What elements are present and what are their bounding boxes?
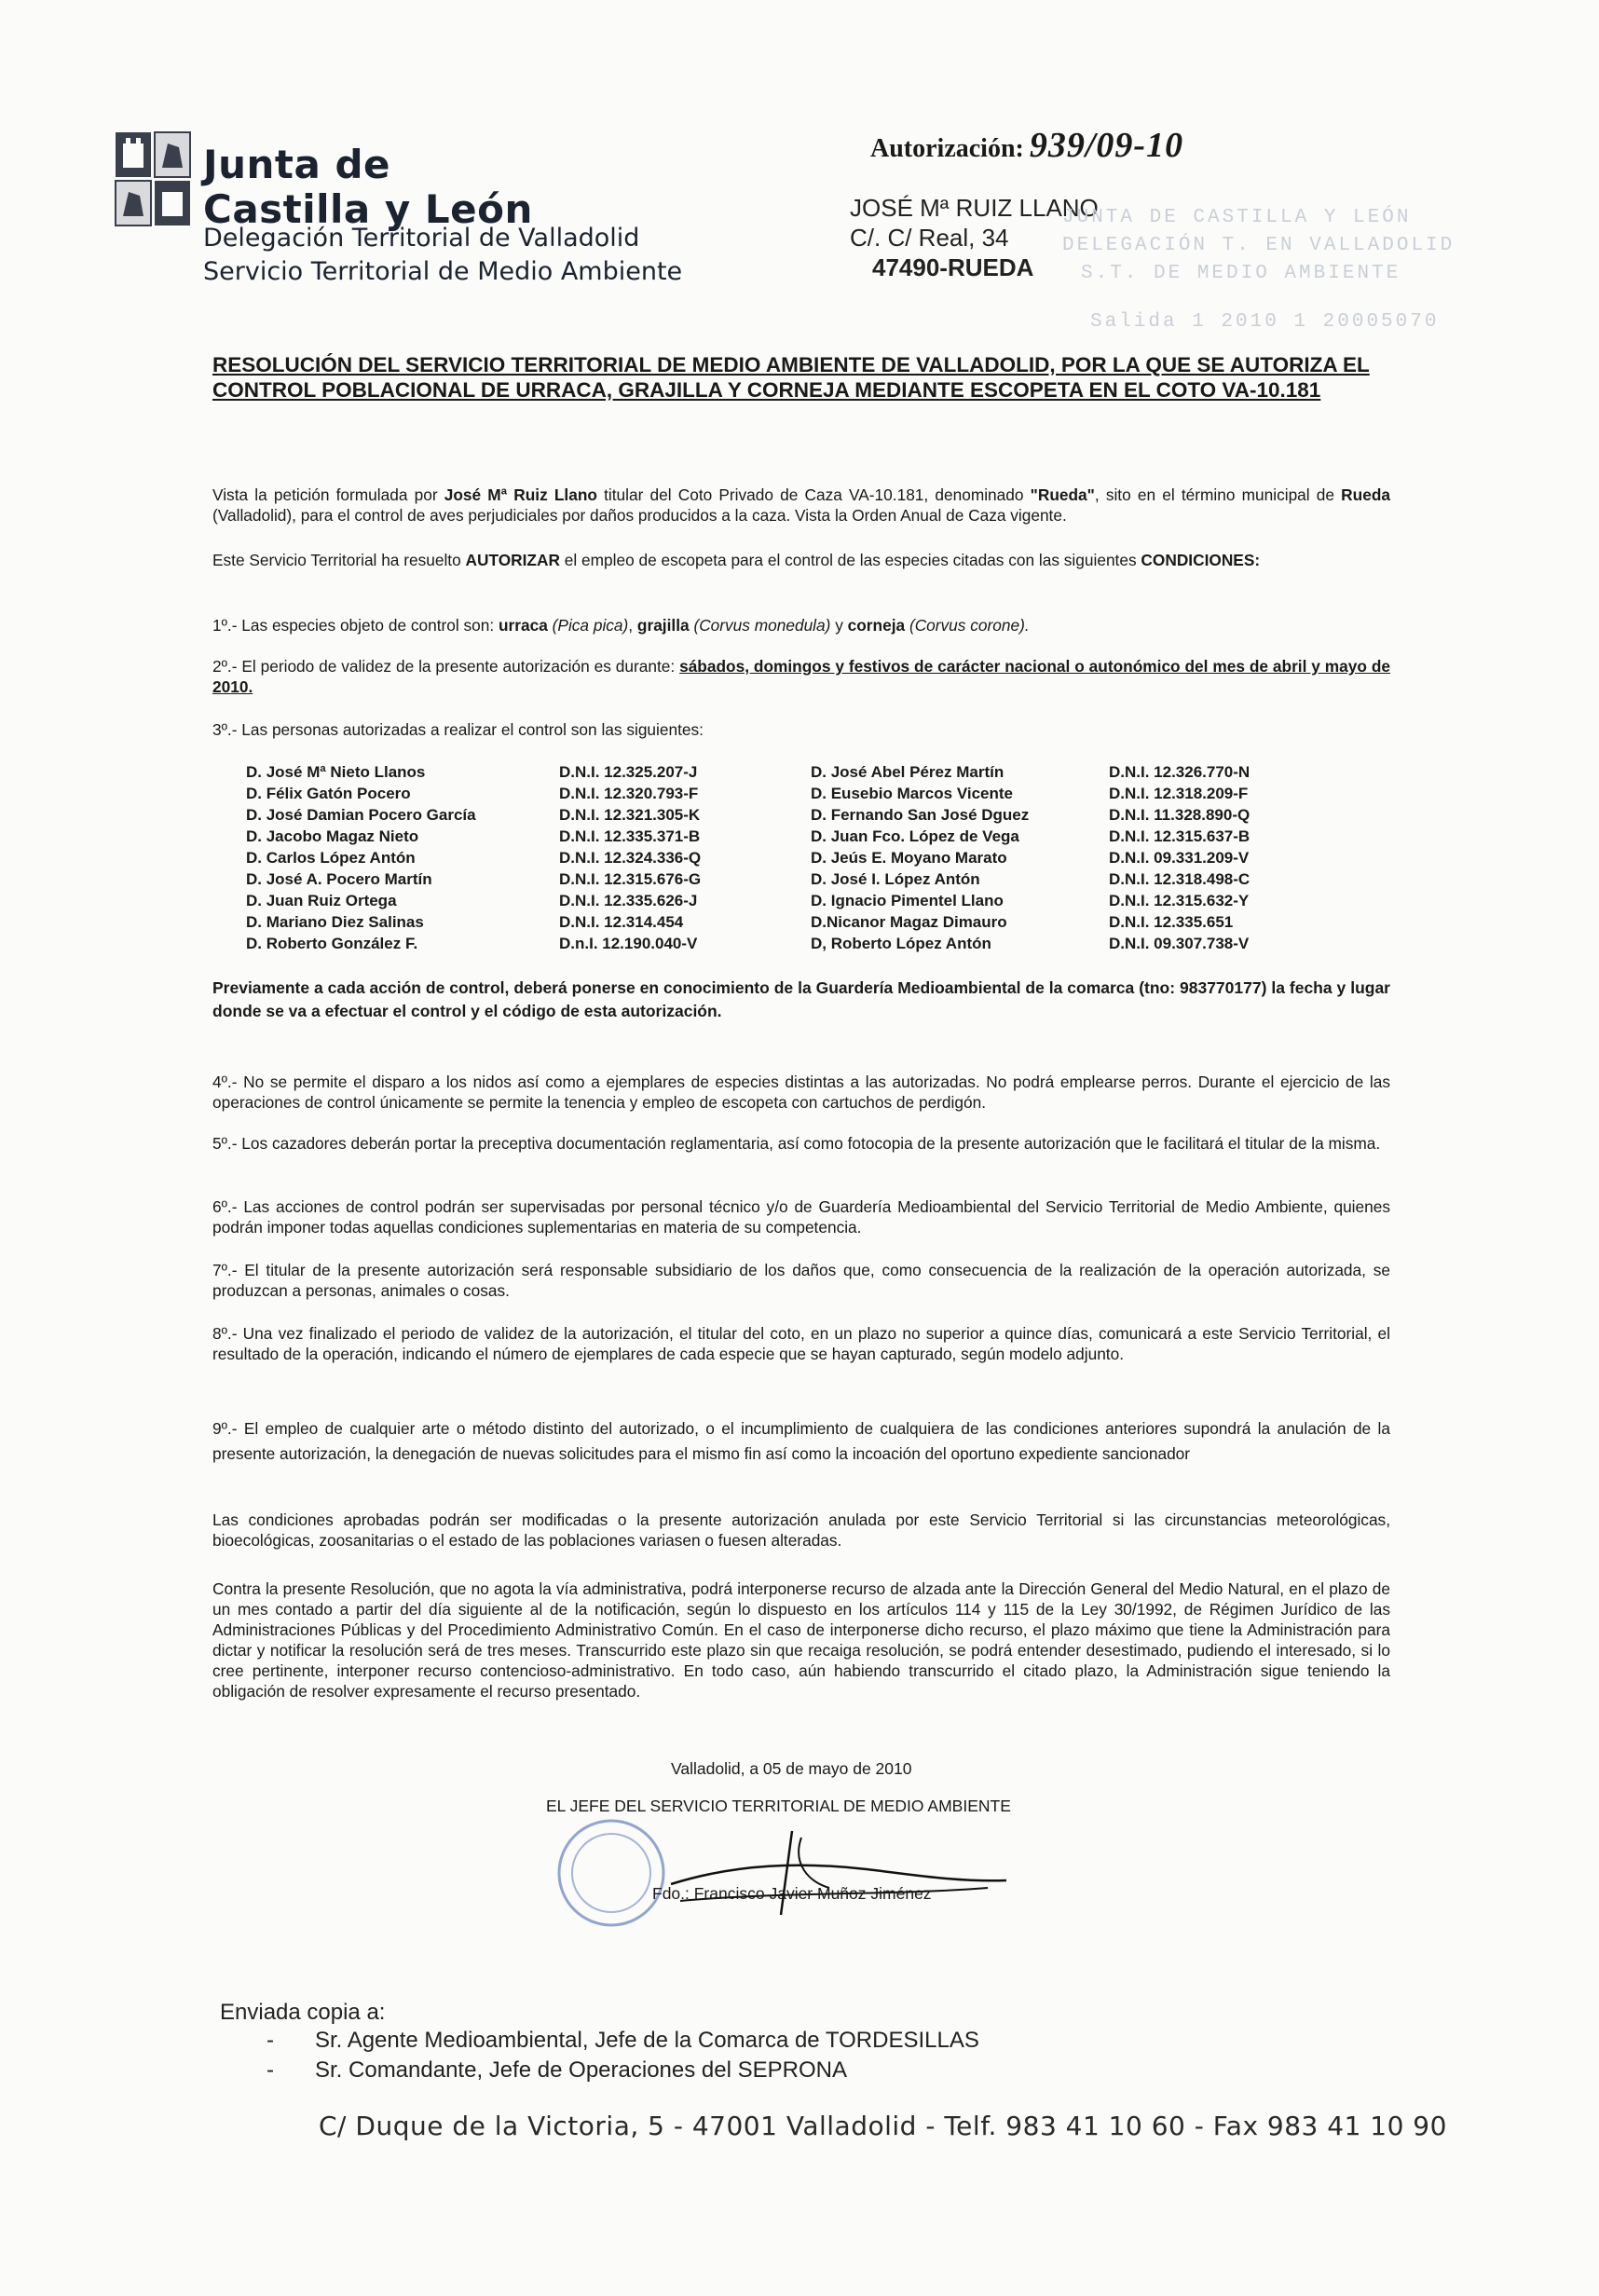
persons-right-dni (1109, 761, 1250, 954)
signature-date: Valladolid, a 05 de mayo de 2010 (671, 1759, 912, 1778)
persons_right-dni: D.N.I. 12.326.770-N (1109, 763, 1250, 781)
modification-clause: Las condiciones aprobadas podrán ser modificadas o la presente autorización anulada por este Servicio Territorial si las circunstancias meteorológicas, bioecológicas, zoosanitarias o el estado de las poblaciones variasen o fuesen alteradas. (212, 1510, 1390, 1550)
persons_left-name: D. Juan Ruiz Ortega (246, 892, 397, 909)
footer-address: C/ Duque de la Victoria, 5 - 47001 Valladolid - Telf. 983 41 10 60 - Fax 983 41 10 90 (319, 2111, 1447, 2141)
persons_right-dni: D.N.I. 12.315.637-B (1109, 827, 1250, 845)
registry-stamp-line4: Salida 1 2010 1 20005070 (1090, 311, 1440, 333)
condition-6: 6º.- Las acciones de control podrán ser supervisadas por personal técnico y/o de Guardería Medioambiental del Servicio Territorial de Medio Ambiente, quienes podrán imponer todas aquellas condiciones suplementarias en materia de su competencia. (212, 1197, 1390, 1237)
persons_left-name: D. Félix Gatón Pocero (246, 785, 411, 802)
persons_right-dni: D.N.I. 09.307.738-V (1109, 935, 1250, 952)
persons_right-dni: D.N.I. 12.315.632-Y (1109, 892, 1250, 909)
persons_left-dni: D.N.I. 12.325.207-J (559, 763, 698, 781)
persons_right-name: D.Nicanor Magaz Dimauro (811, 913, 1007, 931)
persons_left-dni: D.N.I. 12.315.676-G (559, 870, 702, 888)
persons-right-names (811, 761, 1029, 954)
org-service: Servicio Territorial de Medio Ambiente (203, 257, 683, 286)
condition-8: 8º.- Una vez finalizado el periodo de validez de la autorización, el titular del coto, en un plazo no superior a quince días, comunicará a este Servicio Territorial, el resultado de la operación, indicando el número de ejemplares de cada especie que se hayan capturado, según modelo adjunto. (212, 1324, 1390, 1363)
persons-left-names (246, 761, 476, 954)
coat-of-arms-logo (114, 130, 192, 227)
persons_left-dni: D.n.I. 12.190.040-V (559, 935, 698, 952)
signer-name: Fdo.: Francisco Javier Muñoz Jiménez (652, 1884, 932, 1903)
handwritten-signature (652, 1826, 1025, 1920)
persons-left-dni (559, 761, 701, 954)
recipient-name: JOSÉ Mª RUIZ LLANO (850, 194, 1099, 222)
persons_right-name: D, Roberto López Antón (811, 935, 991, 952)
persons_right-name: D. Ignacio Pimentel Llano (811, 892, 1004, 909)
persons_left-name: D. Jacobo Magaz Nieto (246, 827, 419, 845)
persons_left-dni: D.N.I. 12.314.454 (559, 913, 684, 931)
condition-5: 5º.- Los cazadores deberán portar la preceptiva documentación reglamentaria, así como fotocopia de la presente autorización que le facilitará el titular de la misma. (212, 1134, 1381, 1153)
appeal-clause: Contra la presente Resolución, que no agota la vía administrativa, podrá interponerse recurso de alzada ante la Dirección General del Medio Natural, en el plazo de un mes contado a partir del día siguiente al de la notificación, según lo dispuesto en los artículos 114 y 115 de la Ley 30/1992, de Régimen Jurídico de las Administraciones Públicas y del Procedimiento Administrativo Común. En el caso de interponerse dicho recurso, el plazo máximo que tiene la Administración para dictar y notificar la resolución será de tres meses. Transcurrido este plazo sin que recaiga resolución, se podrá entender desestimado, pudiendo el interesado, si lo cree pertinente, interponer recurso contencioso-administrativo. En todo caso, aún habiendo transcurrido el citado plazo, la Administración sigue teniendo la obligación de resolver expresamente el recurso presentado. (212, 1579, 1390, 1701)
validity-period: sábados, domingos y festivos de carácter nacional o autonómico del mes de abril y mayo de 2010. (212, 657, 1390, 696)
condition-9: 9º.- El empleo de cualquier arte o método distinto del autorizado, o el incumplimiento de cualquiera de las condiciones anteriores supondrá la anulación de la presente autorización, la denegación de nuevas solicitudes para el mismo fin así como la incoación del oportuno expediente sancionador (212, 1419, 1390, 1463)
resolution-title: RESOLUCIÓN DEL SERVICIO TERRITORIAL DE MEDIO AMBIENTE DE VALLADOLID, POR LA QUE SE AUTORIZA EL CONTROL POBLACIONAL DE URRACA, GRAJILLA Y CORNEJA MEDIANTE ESCOPETA EN EL COTO VA-10.181 (212, 353, 1370, 402)
persons_right-dni: D.N.I. 09.331.209-V (1109, 849, 1250, 867)
org-name-line2: Castilla y León (203, 186, 533, 232)
condition-1: 1º.- Las especies objeto de control son: urraca (Pica pica), grajilla (Corvus monedula) y corneja (Corvus corone). (212, 616, 1030, 635)
copy-recipient-1: Sr. Agente Medioambiental, Jefe de la Comarca de TORDESILLAS (315, 2028, 979, 2053)
persons_right-name: D. José Abel Pérez Martín (811, 763, 1004, 781)
intro-paragraph: Vista la petición formulada por José Mª Ruiz Llano titular del Coto Privado de Caza VA-10.181, denominado "Rueda", sito en el término municipal de Rueda (Valladolid), para el control de aves perjudiciales por daños producidos a la caza. Vista la Orden Anual de Caza vigente. (212, 485, 1390, 525)
recipient-city: 47490-RUEDA (872, 253, 1034, 281)
conditions-heading: CONDICIONES: (1141, 551, 1261, 569)
persons_right-name: D. José I. López Antón (811, 870, 980, 888)
copy-bullet: - (266, 2028, 274, 2053)
persons_right-dni: D.N.I. 12.335.651 (1109, 913, 1234, 931)
persons_left-name: D. José Damian Pocero García (246, 806, 476, 824)
persons_right-name: D. Juan Fco. López de Vega (811, 827, 1019, 845)
copy-bullet: - (266, 2057, 274, 2083)
condition-3: 3º.- Las personas autorizadas a realizar el control son las siguientes: (212, 720, 704, 739)
copy-recipient-2: Sr. Comandante, Jefe de Operaciones del SEPRONA (315, 2057, 847, 2083)
persons_left-dni: D.N.I. 12.335.626-J (559, 892, 698, 909)
applicant-name: José Mª Ruiz Llano (444, 485, 597, 504)
persons_left-name: D. Carlos López Antón (246, 849, 416, 867)
persons_right-name: D. Fernando San José Dguez (811, 806, 1030, 824)
signer-role: EL JEFE DEL SERVICIO TERRITORIAL DE MEDIO AMBIENTE (546, 1797, 1011, 1815)
condition-2: 2º.- El periodo de validez de la presente autorización es durante: sábados, domingos y festivos de carácter nacional o autonómico del mes de abril y mayo de 2010. (212, 657, 1390, 696)
recipient-street: C/. C/ Real, 34 (850, 224, 1009, 252)
persons_left-dni: D.N.I. 12.321.305-K (559, 806, 701, 824)
persons_right-dni: D.N.I. 11.328.890-Q (1109, 806, 1250, 824)
municipality: Rueda (1341, 485, 1390, 504)
registry-stamp-line2: DELEGACIÓN T. EN VALLADOLID (1062, 235, 1456, 256)
org-delegation: Delegación Territorial de Valladolid (203, 224, 640, 253)
official-seal-stamp (555, 1817, 667, 1929)
persons_left-dni: D.N.I. 12.320.793-F (559, 785, 699, 802)
org-name-line1: Junta de (203, 142, 391, 187)
registry-stamp-line1: JUNTA DE CASTILLA Y LEÓN (1062, 207, 1412, 228)
copies-heading: Enviada copia a: (220, 2000, 386, 2025)
persons_left-name: D. Mariano Diez Salinas (246, 913, 424, 931)
authorization-label: Autorización: (870, 134, 1024, 163)
persons_left-name: D. Roberto González F. (246, 935, 418, 952)
persons_left-dni: D.N.I. 12.335.371-B (559, 827, 701, 845)
condition-7: 7º.- El titular de la presente autorización será responsable subsidiario de los daños que, como consecuencia de la realización de la operación autorizada, se produzcan a personas, animales o cosas. (212, 1261, 1390, 1300)
authorization-ref (870, 125, 1183, 166)
persons_left-dni: D.N.I. 12.324.336-Q (559, 849, 702, 867)
registry-stamp-line3: S.T. DE MEDIO AMBIENTE (1081, 263, 1401, 284)
condition-4: 4º.- No se permite el disparo a los nidos así como a ejemplares de especies distintas a las autorizadas. No podrá emplearse perros. Durante el ejercicio de las operaciones de control únicamente se permite la tenencia y empleo de escopeta con cartuchos de perdigón. (212, 1073, 1390, 1112)
persons_left-name: D. José Mª Nieto Llanos (246, 763, 426, 781)
persons_right-name: D. Eusebio Marcos Vicente (811, 785, 1013, 802)
decision-paragraph: Este Servicio Territorial ha resuelto AUTORIZAR el empleo de escopeta para el control de las especies citadas con las siguientes CONDICIONES: (212, 551, 1261, 569)
persons_right-dni: D.N.I. 12.318.498-C (1109, 870, 1250, 888)
prior-notice-warning: Previamente a cada acción de control, deberá ponerse en conocimiento de la Guardería Medioambiental de la comarca (tno: 983770177) la fecha y lugar donde se va a efectuar el control y el código de esta autorización. (212, 978, 1390, 1020)
coto-name: "Rueda" (1030, 485, 1095, 504)
persons_right-dni: D.N.I. 12.318.209-F (1109, 785, 1249, 802)
authorization-number: 939/09-10 (1029, 126, 1184, 165)
persons_left-name: D. José A. Pocero Martín (246, 870, 432, 888)
persons_right-name: D. Jeús E. Moyano Marato (811, 849, 1007, 867)
